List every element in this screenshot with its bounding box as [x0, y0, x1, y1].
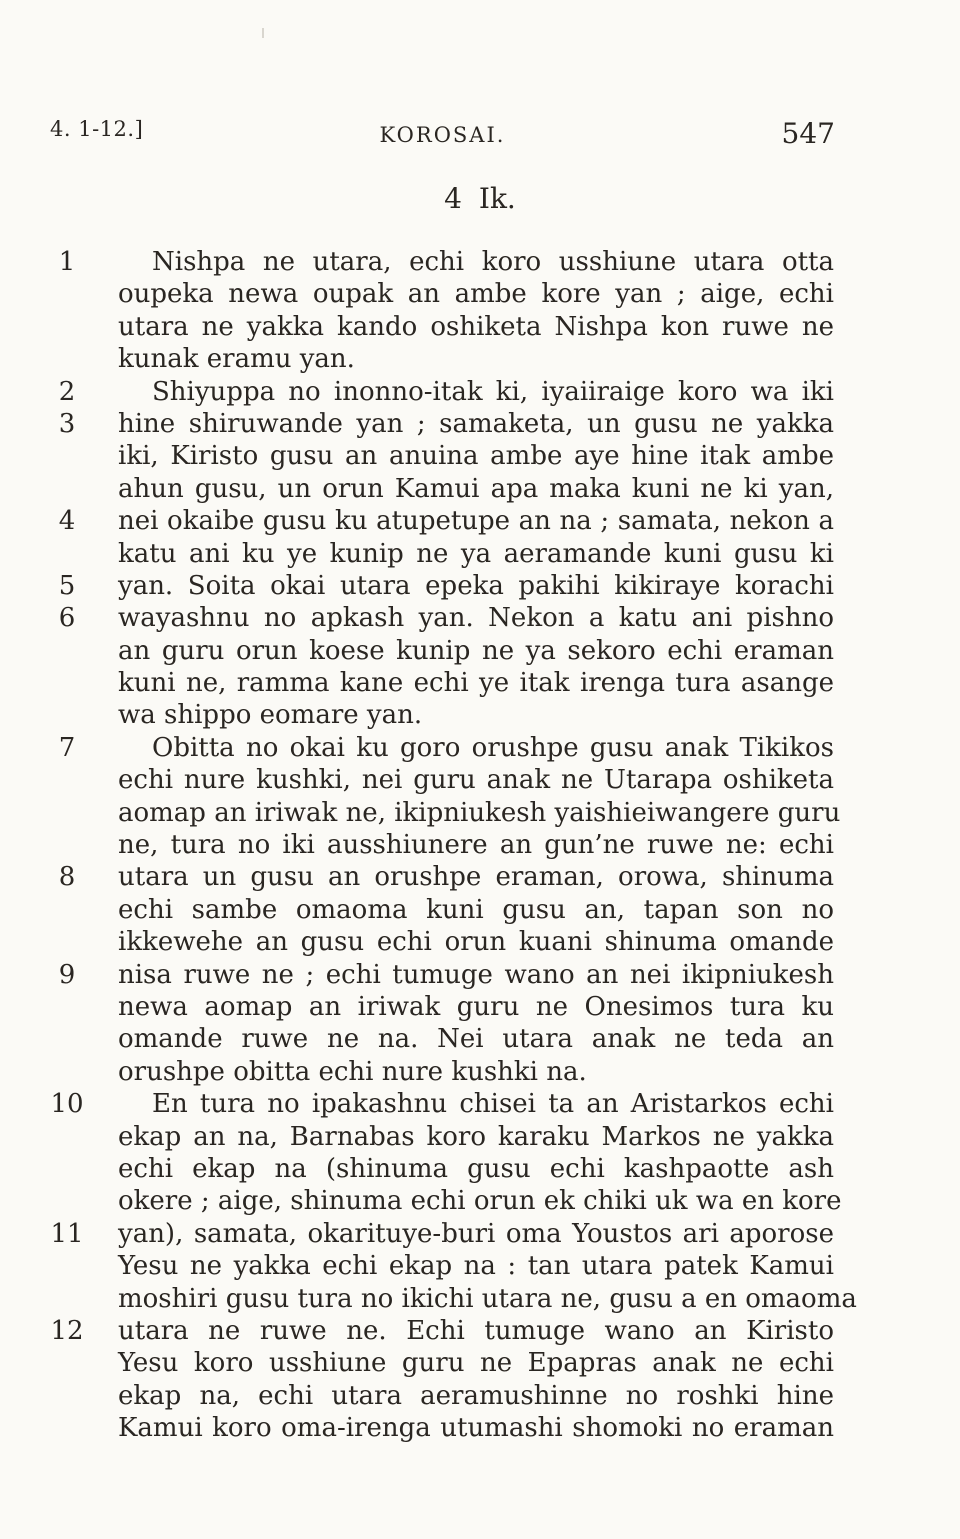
text-line	[0, 1121, 960, 1153]
text-line	[0, 1056, 960, 1088]
verse-number: 1	[58, 247, 76, 277]
line-text: kunak eramu yan.	[118, 344, 355, 375]
text-line	[0, 1023, 960, 1055]
line-text: ahun gusu, un orun Kamui apa maka kuni ne ki yan,	[118, 473, 834, 504]
line-text: hine shiruwande yan ; samaketa, un gusu ne yakka	[118, 408, 834, 439]
chapter-heading: 4 Ik.	[444, 182, 516, 215]
verse-number: 2	[58, 376, 76, 407]
line-text: echi sambe omaoma kuni gusu an, tapan son no	[118, 894, 834, 925]
line-text: omande ruwe ne na. Nei utara anak ne teda an	[118, 1024, 834, 1055]
running-header	[50, 117, 835, 151]
text-line	[0, 246, 960, 278]
line-text: ikkewehe an gusu echi orun kuani shinuma omande	[118, 927, 834, 958]
line-text: wa shippo eomare yan.	[118, 700, 423, 731]
text-line	[0, 699, 960, 731]
line-text: utara ne ruwe ne. Echi tumuge wano an Kiristo	[118, 1315, 834, 1346]
book-title: KOROSAI.	[379, 123, 506, 147]
text-line	[0, 894, 960, 926]
text-line	[0, 926, 960, 958]
text-line	[0, 278, 960, 310]
line-text: Shiyuppa no inonno-itak ki, iyaiiraige koro wa iki	[152, 376, 834, 407]
line-text: yan. Soita okai utara epeka pakihi kikiraye korachi	[118, 570, 834, 601]
text-line	[0, 538, 960, 570]
verse-number: 7	[58, 732, 76, 763]
text-line	[0, 764, 960, 796]
text-line	[0, 1218, 960, 1250]
line-text: ekap an na, Barnabas koro karaku Markos ne yakka	[118, 1121, 834, 1152]
line-text: ne, tura no iki ausshiunere an gun’ne ruwe ne: echi	[118, 830, 834, 861]
line-text: Kamui koro oma-irenga utumashi shomoki no eraman	[118, 1413, 834, 1444]
text-line	[0, 1088, 960, 1120]
text-line	[0, 829, 960, 861]
line-text: Nishpa ne utara, echi koro usshiune utara otta	[152, 247, 834, 277]
text-line	[0, 1283, 960, 1315]
text-line	[0, 1185, 960, 1217]
text-line	[0, 602, 960, 634]
text-line	[0, 1347, 960, 1379]
line-text: nei okaibe gusu ku atupetupe an na ; samata, nekon a	[118, 506, 834, 537]
line-text: an guru orun koese kunip ne ya sekoro echi eraman	[118, 635, 834, 666]
text-line	[0, 861, 960, 893]
line-text: orushpe obitta echi nure kushki na.	[118, 1056, 587, 1087]
line-text: Obitta no okai ku goro orushpe gusu anak Tikikos	[152, 732, 834, 763]
text-line	[0, 797, 960, 829]
line-text: aomap an iriwak ne, ikipniukesh yaishieiwangere guru	[118, 797, 841, 828]
verse-number: 9	[58, 959, 76, 990]
verse-number: 5	[58, 570, 76, 601]
text-line	[0, 1412, 960, 1444]
text-line	[0, 408, 960, 440]
line-text: wayashnu no apkash yan. Nekon a katu ani pishno	[118, 603, 834, 634]
page-number: 547	[781, 117, 835, 150]
line-text: yan), samata, okarituye-buri oma Youstos ari aporose	[118, 1218, 834, 1249]
line-text: echi ekap na (shinuma gusu echi kashpaotte ash	[118, 1153, 834, 1184]
text-line	[0, 1315, 960, 1347]
text-line	[0, 343, 960, 375]
line-text: iki, Kiristo gusu an anuina ambe aye hine itak ambe	[118, 441, 834, 472]
text-line	[0, 959, 960, 991]
line-text: echi nure kushki, nei guru anak ne Utarapa oshiketa	[118, 765, 834, 796]
line-text: newa aomap an iriwak guru ne Onesimos tura ku	[118, 991, 834, 1022]
text-line	[0, 732, 960, 764]
text-line	[0, 667, 960, 699]
text-line	[0, 635, 960, 667]
text-line	[0, 505, 960, 537]
verse-number: 6	[58, 603, 76, 634]
line-text: utara ne yakka kando oshiketa Nishpa kon ruwe ne	[118, 311, 834, 342]
text-line	[0, 991, 960, 1023]
text-line	[0, 473, 960, 505]
line-text: moshiri gusu tura no ikichi utara ne, gusu a en omaoma	[118, 1283, 857, 1314]
text-line	[0, 1250, 960, 1282]
verse-number: 4	[58, 506, 76, 537]
line-text: utara un gusu an orushpe eraman, orowa, shinuma	[118, 862, 834, 893]
line-text: kuni ne, ramma kane echi ye itak irenga tura asange	[118, 668, 834, 699]
body-text	[0, 246, 960, 1444]
text-line	[0, 376, 960, 408]
line-text: En tura no ipakashnu chisei ta an Aristarkos echi	[152, 1089, 834, 1120]
line-text: Yesu ne yakka echi ekap na : tan utara patek Kamui	[118, 1251, 834, 1282]
verse-number: 12	[50, 1315, 84, 1346]
text-line	[0, 1380, 960, 1412]
text-line	[0, 570, 960, 602]
text-line	[0, 440, 960, 472]
line-text: nisa ruwe ne ; echi tumuge wano an nei ikipniukesh	[118, 959, 834, 990]
line-text: ekap na, echi utara aeramushinne no roshki hine	[118, 1380, 834, 1411]
line-text: Yesu koro usshiune guru ne Epapras anak ne echi	[118, 1348, 834, 1379]
chapter-verse-range: 4. 1-12.]	[50, 117, 144, 141]
line-text: okere ; aige, shinuma echi orun ek chiki uk wa en kore	[118, 1186, 842, 1217]
verse-number: 8	[58, 862, 76, 893]
text-line	[0, 311, 960, 343]
line-text: katu ani ku ye kunip ne ya aeramande kuni gusu ki	[118, 538, 834, 569]
verse-number: 10	[50, 1089, 84, 1120]
verse-number: 11	[50, 1218, 84, 1249]
paper-speck	[262, 28, 264, 38]
text-line	[0, 1153, 960, 1185]
line-text: oupeka newa oupak an ambe kore yan ; aige, echi	[118, 279, 834, 310]
verse-number: 3	[58, 408, 76, 439]
